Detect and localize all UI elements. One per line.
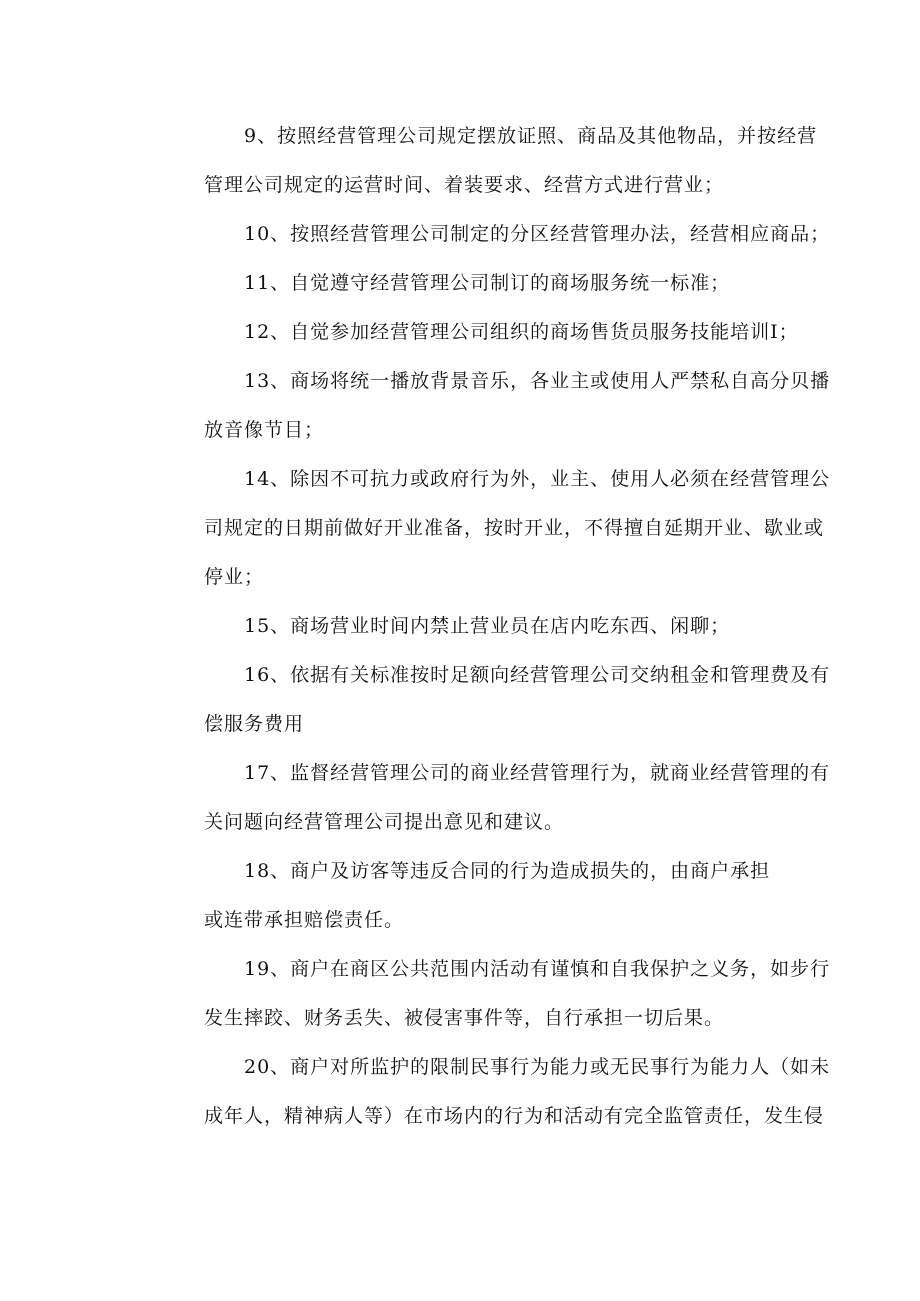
paragraph-15 — [164, 602, 784, 651]
paragraph-14 — [164, 455, 831, 602]
paragraph-line: 17、监督经营管理公司的商业经营管理行为，就商业经营管理的有 — [244, 762, 831, 784]
paragraph-16 — [164, 651, 831, 749]
paragraph-line: 11、自觉遵守经营管理公司制订的商场服务统一标准； — [244, 272, 731, 294]
paragraph-17 — [164, 749, 831, 847]
paragraph-20 — [164, 1043, 831, 1141]
paragraph-line: 12、自觉参加经营管理公司组织的商场售货员服务技能培训I； — [244, 321, 799, 343]
paragraph-12 — [164, 308, 799, 357]
paragraph-19 — [164, 945, 831, 1043]
paragraph-18 — [164, 847, 784, 945]
paragraph-line: 14、除因不可抗力或政府行为外，业主、使用人必须在经营管理公 — [244, 468, 831, 490]
paragraph-line: 15、商场营业时间内禁止营业员在店内吃东西、闲聊； — [244, 615, 731, 637]
paragraph-line: 10、按照经营管理公司制定的分区经营管理办法，经营相应商品； — [244, 223, 831, 245]
document-body — [164, 112, 831, 1141]
paragraph-line: 9、按照经营管理公司规定摆放证照、商品及其他物品，并按经营 — [244, 125, 818, 147]
paragraph-line: 关问题向经营管理公司提出意见和建议。 — [204, 811, 565, 833]
paragraph-line: 18、商户及访客等违反合同的行为造成损失的，由商户承担 — [244, 860, 771, 882]
paragraph-11 — [164, 259, 784, 308]
paragraph-line: 偿服务费用 — [204, 713, 305, 735]
paragraph-13 — [164, 357, 831, 455]
paragraph-line: 13、商场将统一播放背景音乐，各业主或使用人严禁私自高分贝播 — [244, 370, 831, 392]
paragraph-line: 放音像节目； — [204, 419, 325, 441]
paragraph-10 — [164, 210, 831, 259]
paragraph-line: 司规定的日期前做好开业准备，按时开业，不得擅自延期开业、歇业或 — [204, 517, 825, 539]
paragraph-line: 16、依据有关标准按时足额向经营管理公司交纳租金和管理费及有 — [244, 664, 831, 686]
paragraph-line: 或连带承担赔偿责任。 — [204, 909, 405, 931]
paragraph-line: 管理公司规定的运营时间、着装要求、经营方式进行营业； — [204, 174, 725, 196]
paragraph-line: 成年人，精神病人等）在市场内的行为和活动有完全监管责任，发生侵 — [204, 1105, 825, 1127]
paragraph-9 — [164, 112, 818, 210]
paragraph-line: 20、商户对所监护的限制民事行为能力或无民事行为能力人（如未 — [244, 1056, 831, 1078]
paragraph-line: 19、商户在商区公共范围内活动有谨慎和自我保护之义务，如步行 — [244, 958, 831, 980]
paragraph-line: 停业； — [204, 566, 265, 588]
paragraph-line: 发生摔跤、财务丢失、被侵害事件等，自行承担一切后果。 — [204, 1007, 725, 1029]
